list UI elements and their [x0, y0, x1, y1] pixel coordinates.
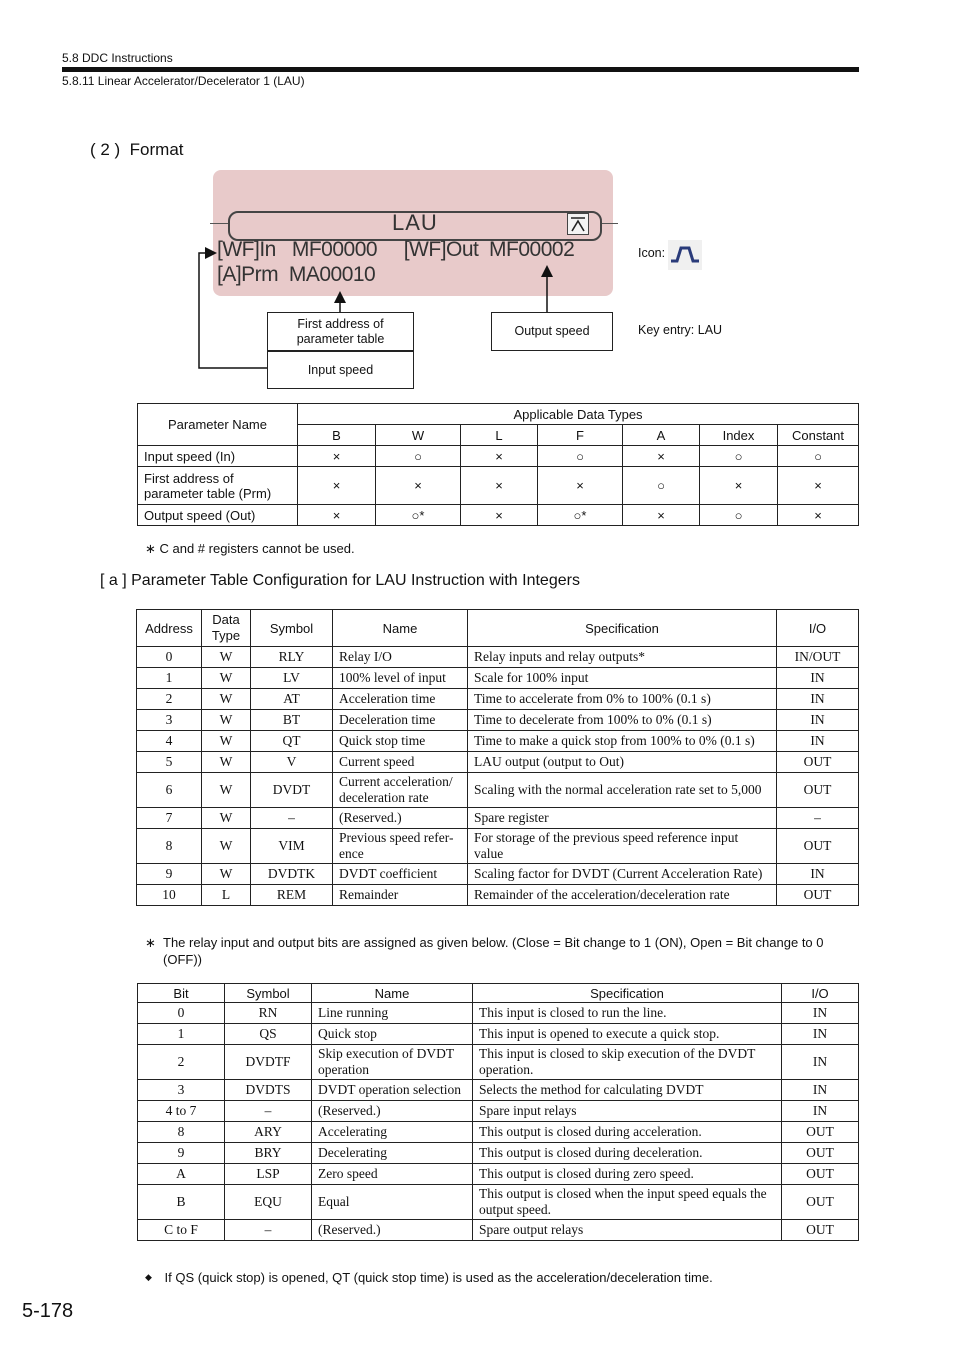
footnote-registers: ∗ C and # registers cannot be used. — [145, 541, 355, 556]
table-cell: W — [202, 647, 251, 668]
table-cell: IN — [777, 689, 859, 710]
table-cell: Accelerating — [312, 1122, 473, 1143]
table-cell: B — [138, 1185, 225, 1220]
table-cell: DVDTF — [225, 1045, 312, 1080]
type-cell: × — [298, 446, 376, 467]
callout-connectors — [0, 0, 954, 400]
table-cell: Spare output relays — [473, 1220, 782, 1241]
parameter-table — [136, 609, 859, 906]
bullet-icon: ◆ — [145, 1272, 152, 1282]
type-cell: ○ — [778, 446, 859, 467]
table-cell: Time to decelerate from 100% to 0% (0.1 s) — [468, 710, 777, 731]
col-header: Symbol — [225, 984, 312, 1003]
table-cell: Scaling with the normal acceleration rate set to 5,000 — [468, 773, 777, 808]
type-cell: ○ — [538, 446, 623, 467]
table-cell: OUT — [782, 1143, 859, 1164]
table-cell: – — [225, 1220, 312, 1241]
table-cell: 8 — [138, 1122, 225, 1143]
table-cell: Skip execution of DVDT operation — [312, 1045, 473, 1080]
table-cell: W — [202, 829, 251, 864]
table-cell: A — [138, 1164, 225, 1185]
table-cell: 1 — [137, 668, 202, 689]
table-cell: IN — [777, 864, 859, 885]
col-header: Specification — [468, 610, 777, 647]
table-cell: Remainder of the acceleration/deceleration rate — [468, 885, 777, 906]
pulse-icon — [668, 240, 702, 270]
table-row — [137, 731, 859, 752]
table-cell: REM — [251, 885, 333, 906]
table-cell: 4 — [137, 731, 202, 752]
table-cell: This input is closed to run the line. — [473, 1003, 782, 1024]
table-cell: IN — [777, 731, 859, 752]
table-cell: (Reserved.) — [312, 1101, 473, 1122]
table-cell: This output is closed during acceleration. — [473, 1122, 782, 1143]
table-cell: OUT — [777, 829, 859, 864]
table-cell: V — [251, 752, 333, 773]
callout-parameter-table: First address of parameter table — [267, 312, 414, 351]
table-cell: W — [202, 731, 251, 752]
table-cell: W — [202, 808, 251, 829]
table-cell: OUT — [782, 1220, 859, 1241]
table-cell: IN — [777, 668, 859, 689]
subsection-title: [ a ] Parameter Table Configuration for LAU Instruction with Integers — [100, 572, 580, 589]
table-cell: DVDT — [251, 773, 333, 808]
table-cell: RN — [225, 1003, 312, 1024]
col-header: Address — [137, 610, 202, 647]
type-header: Constant — [778, 425, 859, 446]
table-row — [138, 1143, 859, 1164]
table-cell: W — [202, 710, 251, 731]
table-cell: Spare register — [468, 808, 777, 829]
table-cell: OUT — [777, 752, 859, 773]
table-cell: 5 — [137, 752, 202, 773]
table-cell: DVDT operation selection — [312, 1080, 473, 1101]
col-header: Data Type — [202, 610, 251, 647]
table-cell: This input is opened to execute a quick stop. — [473, 1024, 782, 1045]
table-cell: BRY — [225, 1143, 312, 1164]
table-cell: Scale for 100% input — [468, 668, 777, 689]
table-cell: This output is closed during zero speed. — [473, 1164, 782, 1185]
relay-bit-table — [137, 983, 859, 1241]
type-cell: × — [461, 446, 538, 467]
table-row — [138, 1045, 859, 1080]
table-row — [138, 1122, 859, 1143]
table-cell: 100% level of input — [333, 668, 468, 689]
table-row — [137, 808, 859, 829]
type-cell: ○ — [623, 467, 700, 505]
table-row — [137, 864, 859, 885]
table-cell: VIM — [251, 829, 333, 864]
applicable-types-header: Applicable Data Types — [298, 404, 859, 425]
table-cell: 6 — [137, 773, 202, 808]
type-cell: × — [298, 467, 376, 505]
table-cell: IN — [782, 1003, 859, 1024]
table-row — [138, 1024, 859, 1045]
type-header: F — [538, 425, 623, 446]
table-row — [138, 1003, 859, 1024]
table-row — [137, 773, 859, 808]
table-row — [137, 689, 859, 710]
table-cell: OUT — [782, 1122, 859, 1143]
table-row — [137, 647, 859, 668]
page-number: 5-178 — [22, 1300, 74, 1322]
table-cell: 3 — [137, 710, 202, 731]
table-cell: Current speed — [333, 752, 468, 773]
table-row — [137, 829, 859, 864]
icon-label: Icon: — [638, 246, 666, 260]
table-cell: Relay inputs and relay outputs* — [468, 647, 777, 668]
table-cell: QS — [225, 1024, 312, 1045]
param-name-header: Parameter Name — [138, 404, 298, 446]
table-cell: IN — [782, 1024, 859, 1045]
table-row — [138, 1185, 859, 1220]
col-header: Bit — [138, 984, 225, 1003]
table-cell: IN — [777, 710, 859, 731]
table-row — [138, 446, 859, 467]
table-cell: – — [225, 1101, 312, 1122]
table-cell: Line running — [312, 1003, 473, 1024]
param-name: First address of parameter table (Prm) — [138, 467, 298, 505]
table-cell: 3 — [138, 1080, 225, 1101]
table-cell: 9 — [137, 864, 202, 885]
table-cell: 4 to 7 — [138, 1101, 225, 1122]
table-cell: This output is closed when the input speed equals the output speed. — [473, 1185, 782, 1220]
table-cell: OUT — [777, 885, 859, 906]
table-cell: Relay I/O — [333, 647, 468, 668]
type-header: Index — [700, 425, 778, 446]
table-cell: IN — [782, 1101, 859, 1122]
table-row — [138, 1220, 859, 1241]
type-cell: ○ — [700, 446, 778, 467]
table-row — [137, 752, 859, 773]
type-cell: × — [623, 446, 700, 467]
table-cell: – — [251, 808, 333, 829]
header-section: 5.8 DDC Instructions — [62, 51, 173, 65]
table-cell: DVDT coefficient — [333, 864, 468, 885]
table-cell: DVDTK — [251, 864, 333, 885]
type-cell: × — [461, 467, 538, 505]
table-cell: Time to accelerate from 0% to 100% (0.1 s) — [468, 689, 777, 710]
table-cell: OUT — [782, 1164, 859, 1185]
table-row — [138, 505, 859, 526]
table-cell: EQU — [225, 1185, 312, 1220]
table-cell: (Reserved.) — [333, 808, 468, 829]
table-cell: AT — [251, 689, 333, 710]
type-cell: × — [376, 467, 461, 505]
table-cell: L — [202, 885, 251, 906]
table-cell: LV — [251, 668, 333, 689]
type-cell: × — [298, 505, 376, 526]
quick-stop-note — [145, 1270, 713, 1285]
table-cell: C to F — [138, 1220, 225, 1241]
col-header: Symbol — [251, 610, 333, 647]
relay-bits-note — [145, 934, 857, 968]
table-row — [137, 885, 859, 906]
table-cell: Time to make a quick stop from 100% to 0% (0.1 s) — [468, 731, 777, 752]
type-cell: × — [700, 467, 778, 505]
param-name: Input speed (In) — [138, 446, 298, 467]
table-cell: Zero speed — [312, 1164, 473, 1185]
table-cell: 0 — [137, 647, 202, 668]
table-cell: Deceleration time — [333, 710, 468, 731]
param-name: Output speed (Out) — [138, 505, 298, 526]
table-cell: 10 — [137, 885, 202, 906]
table-cell: This input is closed to skip execution of the DVDT operation. — [473, 1045, 782, 1080]
col-header: Specification — [473, 984, 782, 1003]
table-cell: Current acceleration/ deceleration rate — [333, 773, 468, 808]
type-cell: ○* — [538, 505, 623, 526]
instruction-name: LAU — [392, 210, 438, 235]
table-cell: W — [202, 689, 251, 710]
type-cell: × — [778, 467, 859, 505]
type-cell: ○* — [376, 505, 461, 526]
type-header: L — [461, 425, 538, 446]
table-cell: LSP — [225, 1164, 312, 1185]
table-cell: IN/OUT — [777, 647, 859, 668]
callout-output-speed: Output speed — [491, 312, 613, 351]
format-title: ( 2 ) Format — [90, 140, 184, 159]
table-cell: 1 — [138, 1024, 225, 1045]
table-cell: W — [202, 773, 251, 808]
asterisk-marker: ∗ — [145, 935, 156, 950]
table-cell: QT — [251, 731, 333, 752]
table-cell: IN — [782, 1080, 859, 1101]
table-cell: OUT — [782, 1185, 859, 1220]
col-header: I/O — [777, 610, 859, 647]
callout-input-speed: Input speed — [267, 351, 414, 389]
col-header: Name — [333, 610, 468, 647]
table-cell: W — [202, 864, 251, 885]
table-cell: Decelerating — [312, 1143, 473, 1164]
table-cell: 7 — [137, 808, 202, 829]
table-row — [138, 1101, 859, 1122]
header-subsection: 5.8.11 Linear Accelerator/Decelerator 1 (LAU) — [62, 74, 305, 88]
table-cell: Spare input relays — [473, 1101, 782, 1122]
table-cell: IN — [782, 1045, 859, 1080]
type-header: A — [623, 425, 700, 446]
table-cell: Equal — [312, 1185, 473, 1220]
relay-bits-note-text: The relay input and output bits are assigned as given below. (Close = Bit change to 1 (ON), Open = Bit change to 0 (OFF)) — [163, 935, 824, 967]
table-row — [138, 1164, 859, 1185]
table-cell: DVDTS — [225, 1080, 312, 1101]
table-cell: – — [777, 808, 859, 829]
type-header: B — [298, 425, 376, 446]
type-cell: × — [538, 467, 623, 505]
table-cell: (Reserved.) — [312, 1220, 473, 1241]
operand-line-1: [WF]In MF00000 [WF]Out MF00002 — [217, 238, 575, 261]
table-cell: LAU output (output to Out) — [468, 752, 777, 773]
table-cell: RLY — [251, 647, 333, 668]
col-header: I/O — [782, 984, 859, 1003]
type-cell: × — [778, 505, 859, 526]
table-cell: This output is closed during deceleration. — [473, 1143, 782, 1164]
table-cell: 9 — [138, 1143, 225, 1164]
table-cell: 8 — [137, 829, 202, 864]
operand-line-2: [A]Prm MA00010 — [217, 263, 376, 286]
table-cell: Selects the method for calculating DVDT — [473, 1080, 782, 1101]
table-cell: BT — [251, 710, 333, 731]
col-header: Name — [312, 984, 473, 1003]
table-cell: OUT — [777, 773, 859, 808]
type-cell: × — [461, 505, 538, 526]
table-cell: Remainder — [333, 885, 468, 906]
table-cell: Quick stop time — [333, 731, 468, 752]
type-cell: × — [623, 505, 700, 526]
table-cell: 2 — [138, 1045, 225, 1080]
table-cell: For storage of the previous speed reference input value — [468, 829, 777, 864]
table-row — [137, 710, 859, 731]
table-cell: Scaling factor for DVDT (Current Acceleration Rate) — [468, 864, 777, 885]
type-cell: ○ — [376, 446, 461, 467]
table-cell: 0 — [138, 1003, 225, 1024]
table-cell: ARY — [225, 1122, 312, 1143]
table-cell: Quick stop — [312, 1024, 473, 1045]
key-entry-label: Key entry: LAU — [638, 323, 723, 337]
table-cell: Previous speed refer- ence — [333, 829, 468, 864]
table-row — [138, 467, 859, 505]
table-cell: W — [202, 752, 251, 773]
type-cell: ○ — [700, 505, 778, 526]
table-cell: Acceleration time — [333, 689, 468, 710]
table-cell: W — [202, 668, 251, 689]
table-row — [137, 668, 859, 689]
table-cell: 2 — [137, 689, 202, 710]
table-row — [138, 1080, 859, 1101]
quick-stop-note-text: If QS (quick stop) is opened, QT (quick stop time) is used as the acceleration/deceleration time. — [164, 1270, 713, 1285]
data-types-table — [137, 403, 859, 526]
type-header: W — [376, 425, 461, 446]
